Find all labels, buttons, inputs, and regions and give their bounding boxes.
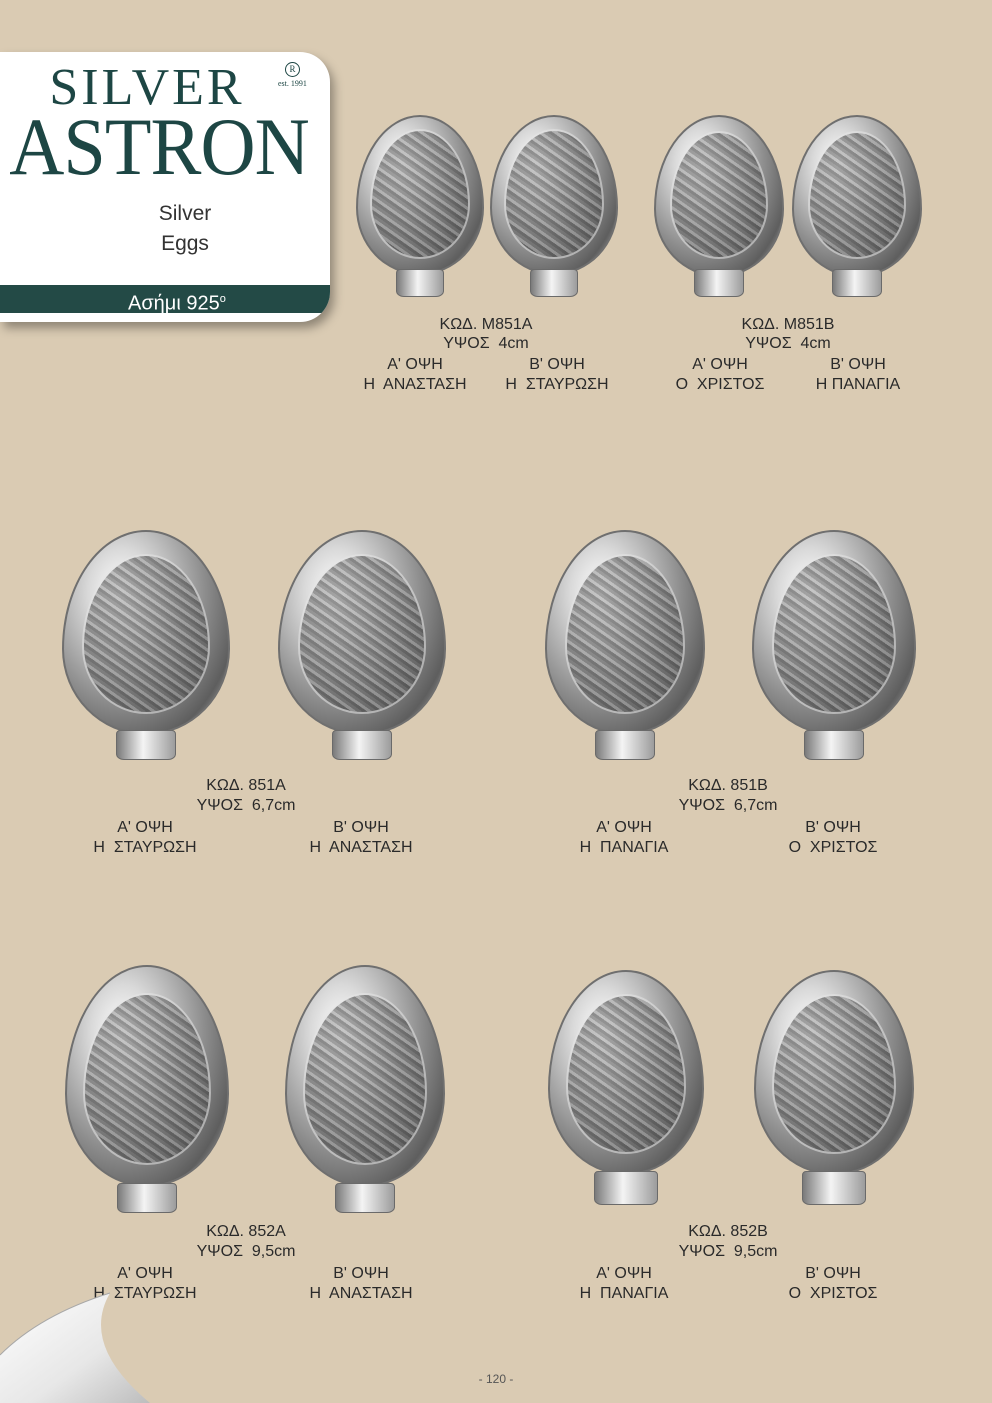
product-code: ΚΩΔ. M851A bbox=[439, 316, 533, 333]
front-view-name: Η ΣΤΑΥΡΩΣΗ bbox=[93, 839, 197, 856]
back-view-label: Β' ΟΨΗ bbox=[805, 819, 861, 836]
back-view-label: Β' ΟΨΗ bbox=[805, 1265, 861, 1282]
back-view-label: Β' ΟΨΗ bbox=[333, 1265, 389, 1282]
back-view-label: Β' ΟΨΗ bbox=[529, 356, 585, 373]
front-view-label: Α' ΟΨΗ bbox=[387, 356, 443, 373]
egg-852b-front bbox=[548, 970, 704, 1205]
page-number: - 120 - bbox=[478, 1372, 514, 1386]
front-view-label: Α' ΟΨΗ bbox=[596, 819, 652, 836]
back-view-label: Β' ΟΨΗ bbox=[333, 819, 389, 836]
product-height: ΥΨΟΣ 9,5cm bbox=[678, 1243, 778, 1260]
egg-m851b-back bbox=[792, 115, 922, 297]
subtitle-eggs: Eggs bbox=[161, 232, 209, 255]
back-view-name: Η ΑΝΑΣΤΑΣΗ bbox=[309, 1285, 413, 1302]
egg-851b-front bbox=[545, 530, 705, 760]
material-degree: o bbox=[219, 293, 226, 305]
product-height: ΥΨΟΣ 4cm bbox=[745, 335, 831, 352]
front-view-name: Η ΑΝΑΣΤΑΣΗ bbox=[363, 376, 467, 393]
product-code: ΚΩΔ. 852B bbox=[688, 1223, 768, 1240]
back-view-name: Η ΑΝΑΣΤΑΣΗ bbox=[309, 839, 413, 856]
product-code: ΚΩΔ. 852A bbox=[206, 1223, 286, 1240]
front-view-label: Α' ΟΨΗ bbox=[117, 819, 173, 836]
product-height: ΥΨΟΣ 4cm bbox=[443, 335, 529, 352]
back-view-name: Η ΣΤΑΥΡΩΣΗ bbox=[505, 376, 609, 393]
front-view-label: Α' ΟΨΗ bbox=[692, 356, 748, 373]
material-label: Ασήμι 925 bbox=[128, 292, 220, 315]
established-text: est. 1991 bbox=[278, 79, 307, 88]
material-ribbon bbox=[0, 285, 330, 313]
back-view-name: Η ΠΑΝΑΓΙΑ bbox=[815, 376, 901, 393]
egg-852a-front bbox=[65, 965, 229, 1213]
product-height: ΥΨΟΣ 6,7cm bbox=[196, 797, 296, 814]
front-view-name: Η ΠΑΝΑΓΙΑ bbox=[579, 1285, 669, 1302]
front-view-name: Η ΣΤΑΥΡΩΣΗ bbox=[93, 1285, 197, 1302]
egg-852a-back bbox=[285, 965, 445, 1213]
page-curl-decoration bbox=[0, 1285, 160, 1403]
front-view-name: Η ΠΑΝΑΓΙΑ bbox=[579, 839, 669, 856]
product-code: ΚΩΔ. M851B bbox=[741, 316, 835, 333]
front-view-label: Α' ΟΨΗ bbox=[117, 1265, 173, 1282]
product-height: ΥΨΟΣ 6,7cm bbox=[678, 797, 778, 814]
brand-name-line2: ASTRON bbox=[9, 101, 309, 192]
subtitle-silver: Silver bbox=[158, 202, 212, 225]
egg-m851a-back bbox=[490, 115, 618, 297]
egg-851a-front bbox=[62, 530, 230, 760]
front-view-label: Α' ΟΨΗ bbox=[596, 1265, 652, 1282]
back-view-name: Ο ΧΡΙΣΤΟΣ bbox=[788, 839, 878, 856]
egg-m851b-front bbox=[654, 115, 784, 297]
back-view-name: Ο ΧΡΙΣΤΟΣ bbox=[788, 1285, 878, 1302]
product-height: ΥΨΟΣ 9,5cm bbox=[196, 1243, 296, 1260]
egg-851b-back bbox=[752, 530, 916, 760]
product-code: ΚΩΔ. 851A bbox=[206, 777, 286, 794]
egg-852b-back bbox=[754, 970, 914, 1205]
egg-m851a-front bbox=[356, 115, 484, 297]
egg-851a-back bbox=[278, 530, 446, 760]
back-view-label: Β' ΟΨΗ bbox=[830, 356, 886, 373]
front-view-name: Ο ΧΡΙΣΤΟΣ bbox=[675, 376, 765, 393]
product-code: ΚΩΔ. 851B bbox=[688, 777, 768, 794]
brand-name-line1: SILVER bbox=[49, 59, 245, 116]
brand-logo-card bbox=[0, 52, 330, 322]
registered-mark: R bbox=[285, 62, 300, 77]
